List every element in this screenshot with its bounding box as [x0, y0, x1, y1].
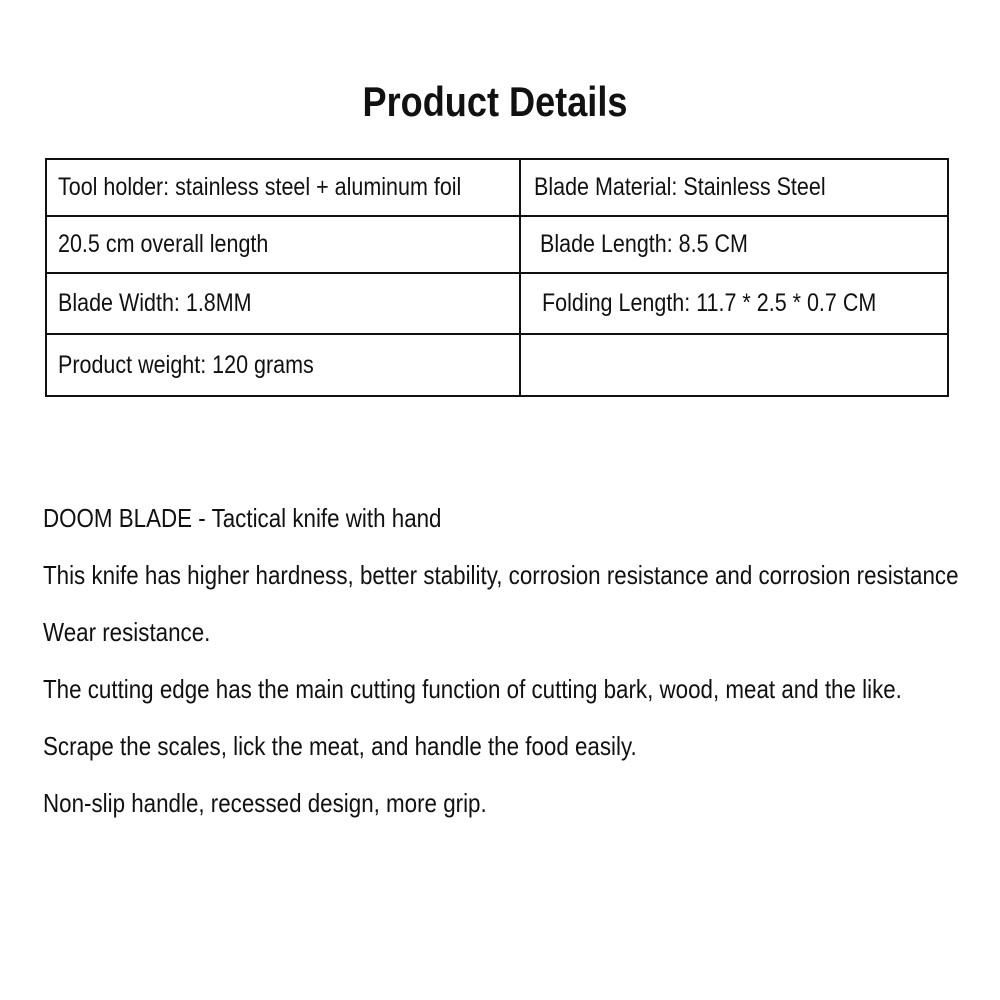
spec-cell: [520, 216, 948, 273]
spec-cell: [46, 334, 520, 396]
spec-cell: [46, 216, 520, 273]
table-row: [46, 273, 948, 334]
spec-cell: [46, 159, 520, 216]
spec-text: Folding Length: 11.7 * 2.5 * 0.7 CM: [542, 289, 877, 317]
description-line: Wear resistance.: [43, 617, 211, 647]
list-item: [43, 498, 1000, 555]
list-item: [43, 612, 1000, 669]
description-line: Scrape the scales, lick the meat, and handle the food easily.: [43, 731, 637, 761]
description-line: Non-slip handle, recessed design, more grip.: [43, 788, 487, 818]
spec-cell-empty: [520, 334, 948, 396]
spec-cell: [520, 159, 948, 216]
spec-text: 20.5 cm overall length: [58, 230, 269, 258]
description-line: This knife has higher hardness, better stability, corrosion resistance and corrosion resistance: [43, 560, 959, 590]
page-title: Product Details: [362, 78, 628, 125]
list-item: [43, 669, 1000, 726]
spec-table: [45, 158, 949, 397]
table-row: [46, 334, 948, 396]
description-list: [43, 498, 1000, 840]
spec-text: Blade Length: 8.5 CM: [540, 230, 748, 258]
spec-text: Blade Material: Stainless Steel: [534, 173, 826, 201]
table-row: [46, 216, 948, 273]
spec-text: Blade Width: 1.8MM: [58, 289, 252, 317]
spec-cell: [520, 273, 948, 334]
spec-text: Product weight: 120 grams: [58, 350, 314, 379]
description-line: DOOM BLADE - Tactical knife with hand: [43, 503, 442, 533]
spec-cell: [46, 273, 520, 334]
table-row: [46, 159, 948, 216]
description-line: The cutting edge has the main cutting function of cutting bark, wood, meat and the like.: [43, 674, 902, 704]
list-item: [43, 555, 1000, 612]
list-item: [43, 783, 1000, 840]
list-item: [43, 726, 1000, 783]
spec-text: Tool holder: stainless steel + aluminum foil: [58, 173, 462, 201]
